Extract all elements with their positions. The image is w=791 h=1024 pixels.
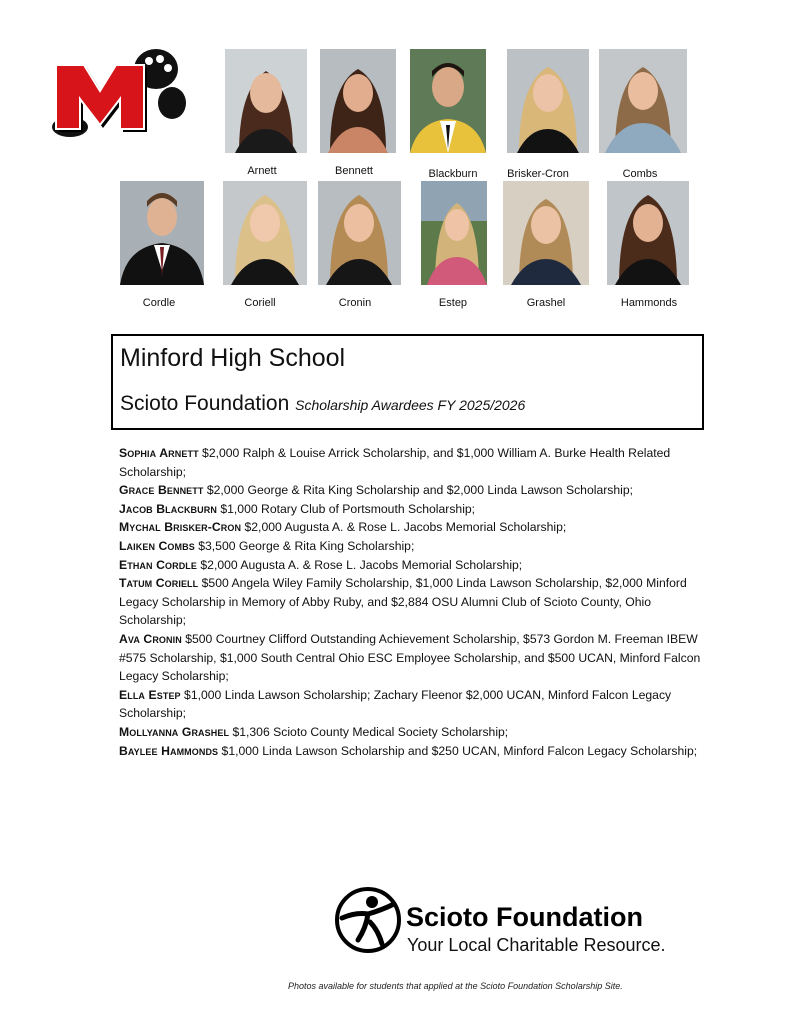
awardee-entry	[119, 686, 709, 723]
foundation-name: Scioto Foundation	[120, 392, 290, 415]
photo-coriell	[223, 181, 307, 285]
awardee-entry	[119, 723, 709, 742]
awardee-details: $500 Courtney Clifford Outstanding Achievement Scholarship, $573 Gordon M. Freeman IBEW #575 Scholarship, $1,000 South Central Ohio ESC Employee Scholarship, and $500 UCAN, Minford Falcon Legacy Scholarship;	[119, 631, 701, 684]
foundation-tagline: Your Local Charitable Resource.	[407, 935, 666, 955]
awardee-name: Laiken Combs	[119, 538, 195, 553]
awardee-list	[119, 444, 709, 760]
caption-hammonds: Hammonds	[620, 297, 678, 309]
awardee-details: $1,000 Linda Lawson Scholarship; Zachary Fleenor $2,000 UCAN, Minford Falcon Legacy Scholarship;	[119, 687, 672, 721]
photo-blackburn	[410, 49, 486, 153]
awardees-subtitle: Scholarship Awardees FY 2025/2026	[295, 397, 526, 413]
awardee-name: Mollyanna Grashel	[119, 724, 230, 739]
awardee-details: $2,000 Augusta A. & Rose L. Jacobs Memorial Scholarship;	[241, 520, 567, 535]
photo-grashel	[503, 181, 589, 285]
caption-combs: Combs	[622, 168, 658, 180]
awardee-entry	[119, 444, 709, 481]
awardee-details: $1,306 Scioto County Medical Society Scholarship;	[229, 724, 509, 739]
photo-cronin	[318, 181, 401, 285]
caption-brisker-cron: Brisker-Cron	[507, 168, 569, 180]
foundation-logo-name: Scioto Foundation	[406, 902, 643, 932]
photo-bennett	[320, 49, 396, 153]
school-title: Minford High School	[120, 344, 346, 372]
awardee-details: $2,000 Ralph & Louise Arrick Scholarship, and $1,000 William A. Burke Health Related Scholarship;	[119, 446, 671, 479]
awardee-entry	[119, 500, 709, 519]
awardee-name: Tatum Coriell	[119, 576, 199, 591]
photo-estep	[421, 181, 487, 285]
caption-cordle: Cordle	[142, 297, 176, 309]
awardee-name: Jacob Blackburn	[119, 501, 217, 516]
awardee-name: Grace Bennett	[119, 483, 204, 498]
awardee-entry	[119, 556, 709, 575]
caption-estep: Estep	[438, 297, 468, 309]
school-logo	[48, 43, 188, 141]
awardee-name: Mychal Brisker-Cron	[119, 520, 242, 535]
awardee-entry	[119, 574, 709, 630]
awardee-entry	[119, 518, 709, 537]
photo-combs	[599, 49, 687, 153]
caption-blackburn: Blackburn	[428, 168, 478, 180]
caption-cronin: Cronin	[338, 297, 372, 309]
awardee-details: $1,000 Linda Lawson Scholarship and $250 UCAN, Minford Falcon Legacy Scholarship;	[218, 743, 698, 758]
awardee-entry	[119, 481, 709, 500]
foundation-heading	[120, 392, 525, 416]
caption-arnett: Arnett	[247, 165, 277, 177]
awardee-entry	[119, 742, 709, 761]
caption-bennett: Bennett	[335, 165, 373, 177]
caption-grashel: Grashel	[526, 297, 566, 309]
photo-cordle	[120, 181, 204, 285]
awardee-name: Baylee Hammonds	[119, 743, 219, 758]
awardee-name: Ethan Cordle	[119, 557, 198, 572]
awardee-details: $3,500 George & Rita King Scholarship;	[194, 538, 415, 553]
caption-coriell: Coriell	[244, 297, 276, 309]
photo-arnett	[225, 49, 307, 153]
photo-hammonds	[607, 181, 689, 285]
photo-brisker-cron	[507, 49, 589, 153]
awardee-details: $2,000 George & Rita King Scholarship and $2,000 Linda Lawson Scholarship;	[203, 483, 634, 498]
awardee-details: $2,000 Augusta A. & Rose L. Jacobs Memorial Scholarship;	[197, 557, 523, 572]
awardee-entry	[119, 630, 709, 686]
awardee-name: Ava Cronin	[119, 631, 182, 646]
awardee-details: $500 Angela Wiley Family Scholarship, $1,000 Linda Lawson Scholarship, $2,000 Minford Legacy Scholarship in Memory of Abby Ruby, and $2,884 OSU Alumni Club of Scioto County, Ohio Scholarship;	[119, 576, 687, 628]
scioto-foundation-logo-icon	[332, 884, 404, 956]
title-box	[111, 334, 704, 430]
awardee-name: Sophia Arnett	[119, 446, 199, 460]
photos-note: Photos available for students that applied at the Scioto Foundation Scholarship Site.	[288, 981, 623, 991]
awardee-entry	[119, 537, 709, 556]
awardee-name: Ella Estep	[119, 687, 181, 702]
awardee-details: $1,000 Rotary Club of Portsmouth Scholarship;	[216, 501, 476, 516]
